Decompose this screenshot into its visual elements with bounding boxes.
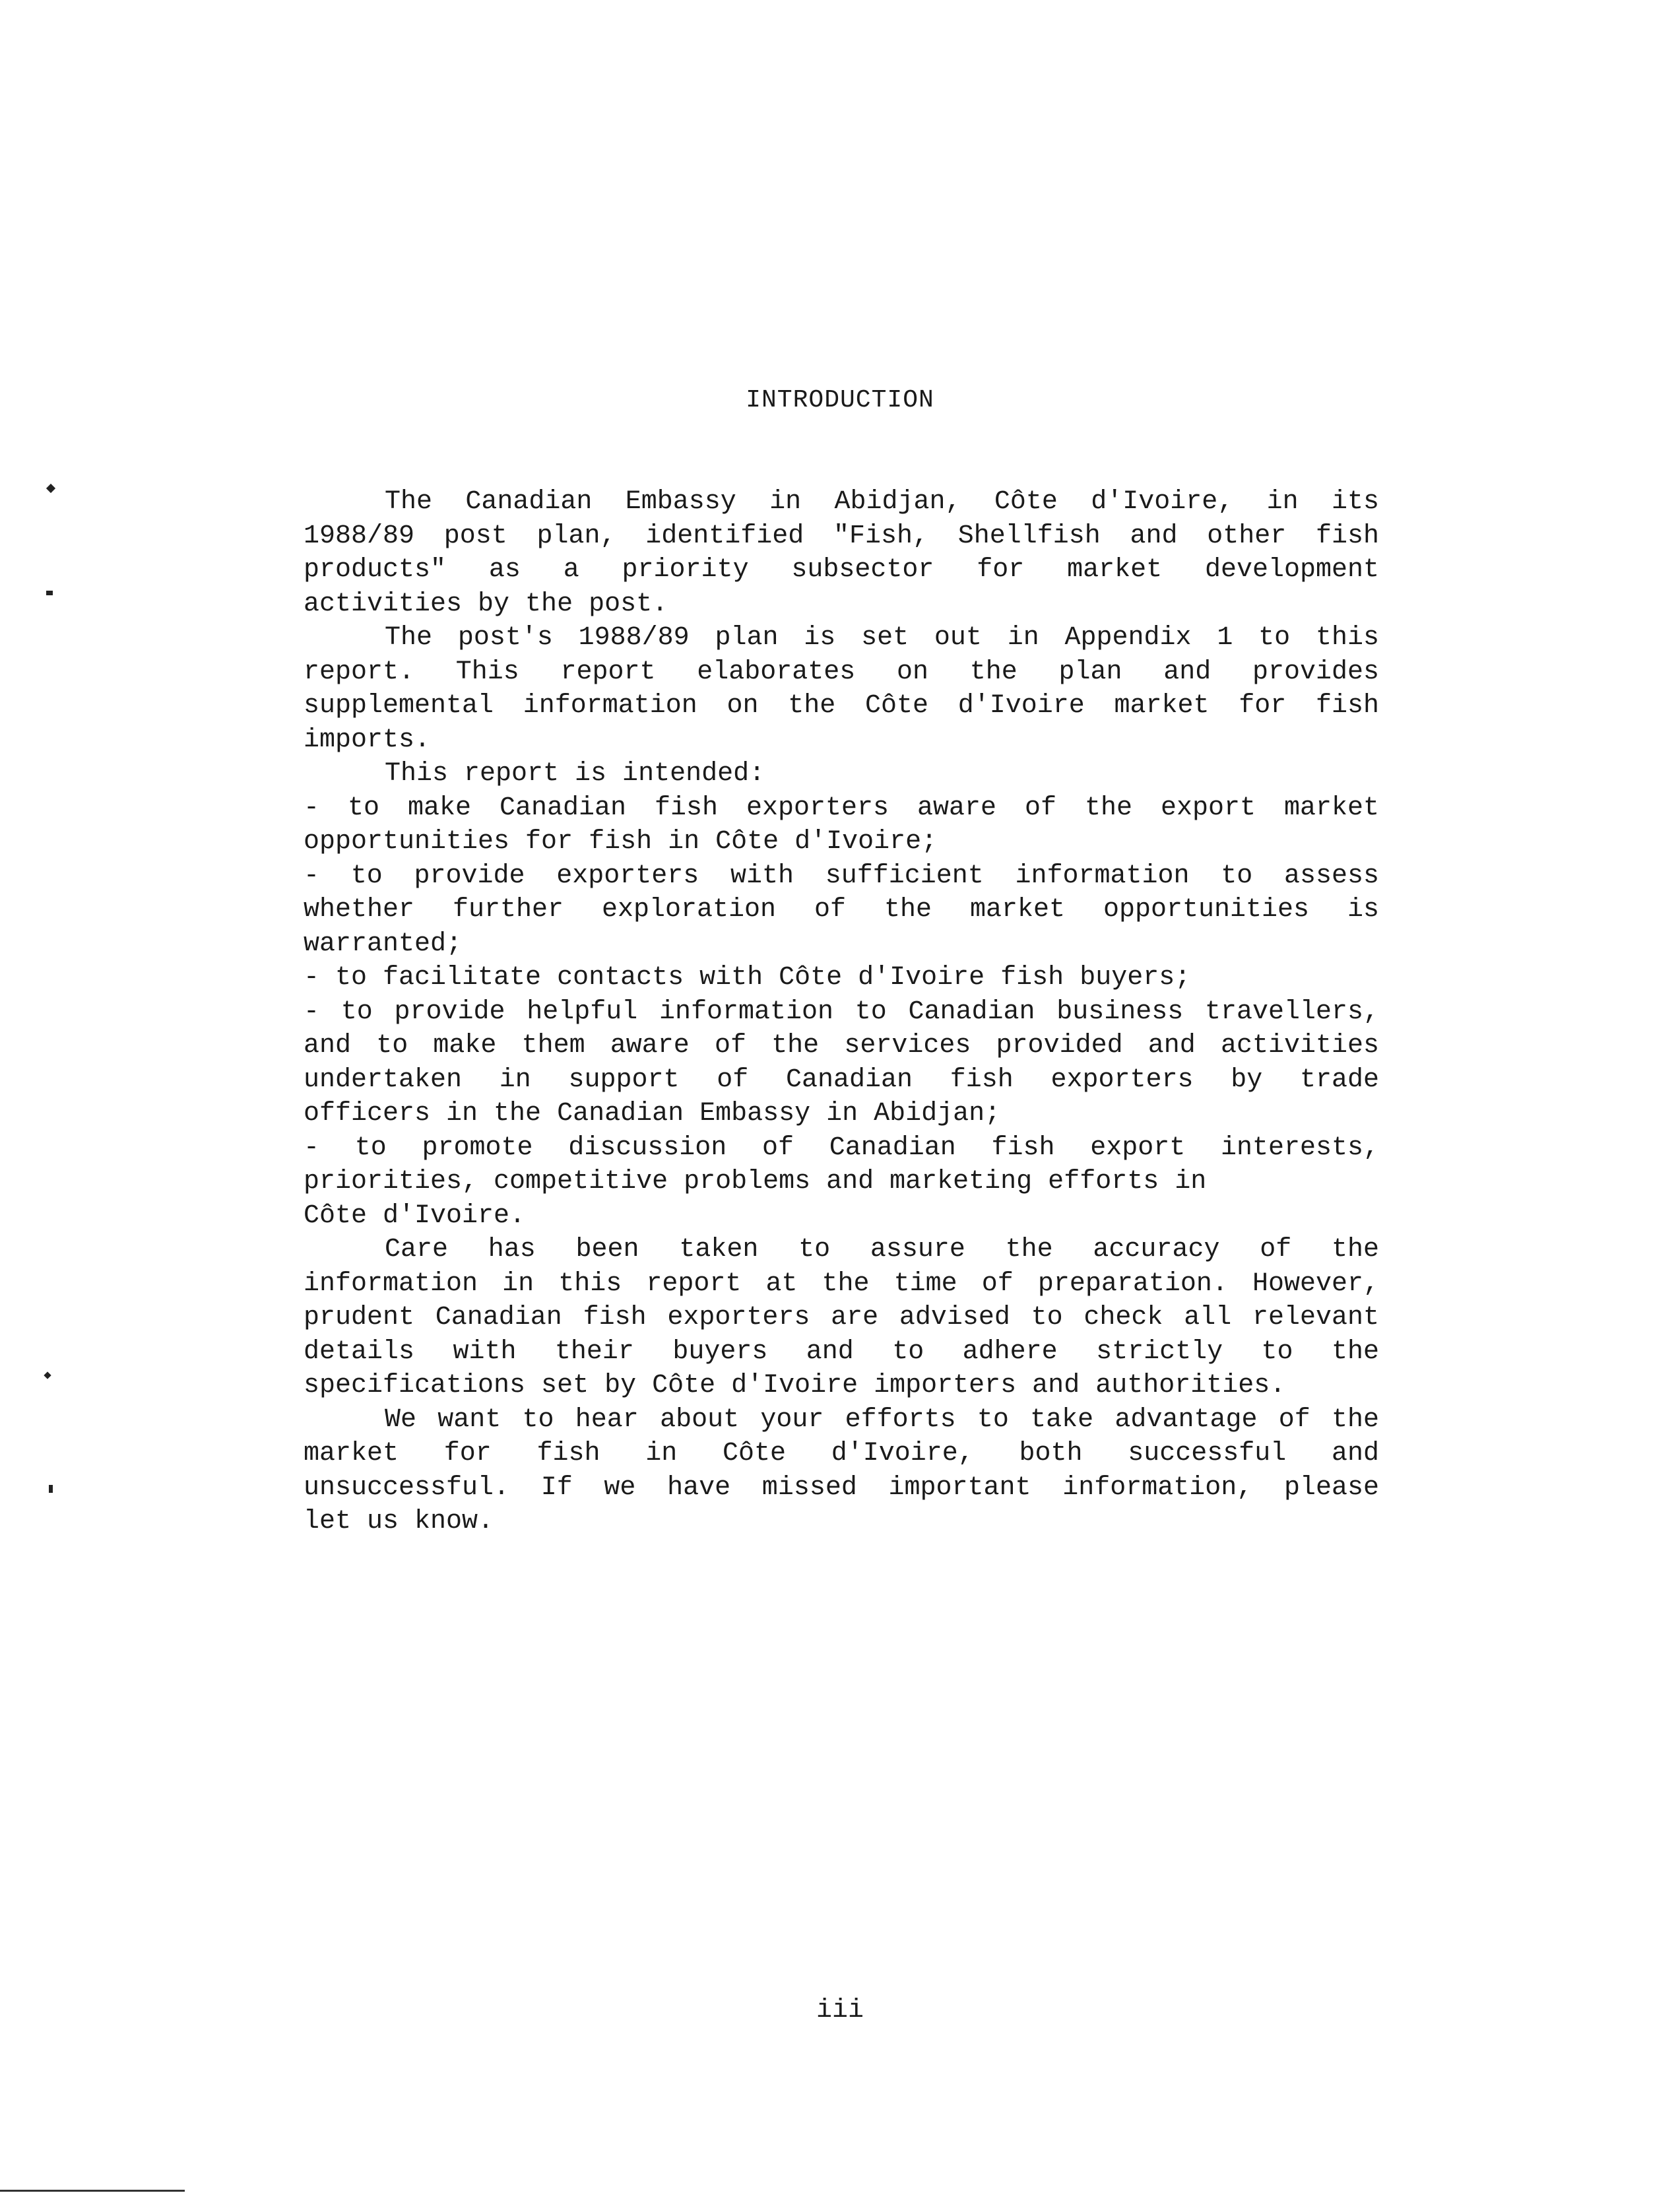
text-line: We want to hear about your efforts to take advantage of the (385, 1404, 1379, 1435)
scan-mark (49, 1485, 53, 1493)
text-line: - to make Canadian fish exporters aware of the export market (304, 793, 1379, 823)
text-line: priorities, competitive problems and marketing efforts in (304, 1167, 1207, 1197)
text-line: supplemental information on the Côte d'Ivoire market for fish (304, 691, 1379, 721)
text-line: The post's 1988/89 plan is set out in Appendix 1 to this (385, 623, 1379, 653)
text-line: specifications set by Côte d'Ivoire importers and authorities. (304, 1371, 1286, 1400)
text-line: - to promote discussion of Canadian fish export interests, (304, 1132, 1379, 1163)
text-line: Côte d'Ivoire. (304, 1200, 526, 1231)
text-line: details with their buyers and to adhere strictly to the (304, 1336, 1379, 1367)
introduction-body (304, 485, 1379, 1539)
text-line: 1988/89 post plan, identified "Fish, Shellfish and other fish (304, 521, 1379, 551)
text-line: undertaken in support of Canadian fish exporters by trade (304, 1065, 1379, 1095)
text-line: opportunities for fish in Côte d'Ivoire; (304, 827, 938, 857)
scan-mark (46, 484, 55, 493)
text-line: - to provide exporters with sufficient information to assess (304, 861, 1379, 891)
scan-mark (46, 591, 53, 595)
text-line: market for fish in Côte d'Ivoire, both successful and (304, 1439, 1379, 1468)
text-line: prudent Canadian fish exporters are advised to check all relevant (304, 1303, 1379, 1332)
scan-mark (44, 1371, 51, 1379)
text-line: Care has been taken to assure the accuracy of the (385, 1235, 1379, 1264)
scan-edge-line (0, 2190, 185, 2192)
text-line: report. This report elaborates on the plan and provides (304, 657, 1379, 687)
text-line: let us know. (304, 1507, 494, 1536)
page-number: iii (816, 1996, 864, 2025)
text-line: activities by the post. (304, 589, 668, 619)
text-line: and to make them aware of the services provided and activities (304, 1031, 1379, 1061)
text-line: warranted; (304, 929, 463, 959)
text-line: information in this report at the time of preparation. However, (304, 1268, 1379, 1299)
text-line: - to facilitate contacts with Côte d'Ivoire fish buyers; (304, 963, 1191, 993)
page-title: INTRODUCTION (746, 386, 934, 414)
text-line: This report is intended: (385, 759, 765, 789)
text-line: products" as a priority subsector for market development (304, 555, 1379, 585)
text-line: whether further exploration of the market opportunities is (304, 895, 1379, 925)
text-line: unsuccessful. If we have missed important information, please (304, 1472, 1379, 1503)
text-line: - to provide helpful information to Canadian business travellers, (304, 997, 1379, 1027)
text-line: imports. (304, 725, 431, 755)
text-line: officers in the Canadian Embassy in Abidjan; (304, 1099, 1001, 1129)
text-line: The Canadian Embassy in Abidjan, Côte d'Ivoire, in its (385, 487, 1379, 517)
